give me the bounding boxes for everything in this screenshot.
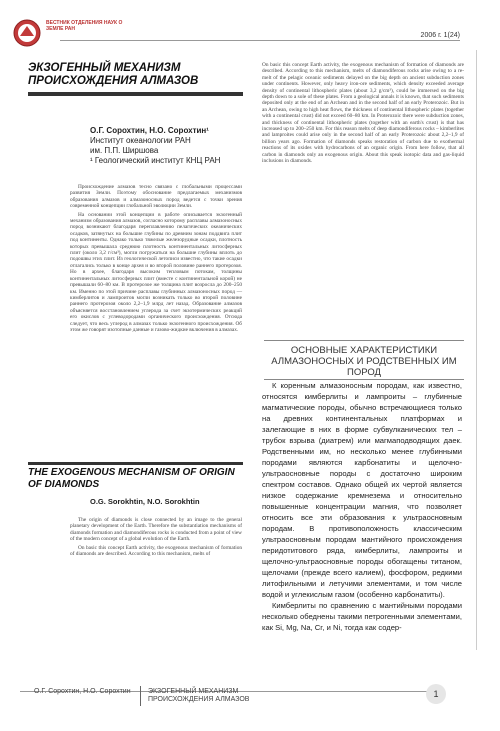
abstract-ru: [70, 184, 242, 335]
abstract-ru-paragraph: На основании этой концепции в работе описывается экзогенный механизм образования алмазов, согласно которому расплавы алмазоносных пород возникают благодаря переплавлению пелагических океанических осадков, затянутых на большие глубины по древним зонам поддвига плит под континенты. Однако только тяжелые железорудные осадки, плотность которых превышала среднюю плотность континентальных литосферных плит (около 3,2 г/см³), могли погружаться на большие глубины вплоть до подошвы этих плит. Из геологической летописи известно, что такие осадки отлагались только в конце архея и во второй половине раннего протерозоя. Но в архее, благодаря высоким тепловым потокам, толщины континентальных литосферных плит (вместе с континентальной корой) не превышали 60–80 км. В протерозое же толщина плит возросла до 200–250 км. Именно по этой причине расплавы глубинных алмазоносных пород — кимберлитов и лампроитов могли возникать только во второй половине раннего протерозоя около 2,2–1,9 млрд лет назад. Образование алмазов объясняется восстановлением углерода за счет экзотермических реакций его окислов с углеводородами органического происхождения. Отсюда следует, что весь углерод в алмазах только экзогенного происхождения. Об этом же говорят изотопные данные и газово-жидкие включения в алмазах.: [70, 211, 242, 333]
journal-name: ВЕСТНИК ОТДЕЛЕНИЯ НАУК О ЗЕМЛЕ РАН: [46, 20, 123, 32]
page-number: 1: [426, 684, 446, 704]
footer-title-line: ЭКЗОГЕННЫЙ МЕХАНИЗМ: [148, 688, 239, 695]
article-title-en: THE EXOGENOUS MECHANISM OF ORIGIN OF DIAMONDS: [28, 467, 235, 490]
abstract-ru-paragraph: Происхождение алмазов тесно связано с глобальными процессами развития Земли. Поэтому обоснование предлагаемых механизмов образования алмазов и алмазоносных пород ведется с точки зрения современной концепции глобальной эволюции Земли.: [70, 184, 242, 210]
affiliation-1: Институт океанологии РАН: [90, 136, 191, 145]
section-rule-top: [264, 340, 464, 341]
body-paragraph: К коренным алмазоносным породам, как известно, относятся кимберлиты и лампроиты – глубинные магматические породы, обычно встречающиеся только на древних континентальных платформах и залегающие в них в форме субвулканических тел – трубок взрыва (диатрем) или магмаподводящих даек. Родственными им, но несколько менее глубинными породами являются карбонатиты и щелочно-ультраосновные породы с достаточно широким спектром составов. Однако общей их чертой является низкое содержание кремнезема и относительно повышенные концентрации магния, что позволяет относить все эти образования к ультраосновным породам. В противоположность классическим ультраосновным породам мантийного происхождения перидотитового ряда, кимберлиты, лампроиты и щелочно-ультраосновные породы обогащены титаном, щелочами (прежде всего калием), фосфором, редкими литофильными и летучими элементами, и том числе водой и углекислым газом (особенно карбонатиты).: [262, 381, 462, 599]
title-rule-ru: [28, 92, 243, 96]
authors-ru: [90, 126, 220, 166]
authors-en: O.G. Sorokhtin, N.O. Sorokhtin: [90, 497, 200, 506]
title-rule-en: [28, 462, 243, 465]
abstract-en-paragraph: The origin of diamonds is close connected by an image to the general planetary development of the Earth. Therefore the substantiation mechanisms of diamonds formation and diamondiferous rocks is conducted from a point of view of the modern concept of a global evolution of the Earth.: [70, 517, 242, 543]
abstract-en-right: [262, 62, 464, 167]
article-title-ru: ЭКЗОГЕННЫЙ МЕХАНИЗМ ПРОИСХОЖДЕНИЯ АЛМАЗОВ: [28, 62, 199, 87]
journal-logo-icon: [12, 18, 42, 48]
affiliation-2: им. П.П. Ширшова: [90, 146, 159, 155]
abstract-en-left: [70, 517, 242, 559]
affiliation-3: ¹ Геологический институт КНЦ РАН: [90, 156, 221, 165]
footer-separator: [140, 686, 141, 706]
body-paragraph: Кимберлиты по сравнению с мантийными породами несколько обеднены такими петрогенными элементами, как Si, Mg, Na, Cr, и Ni, тогда как содер-: [262, 601, 462, 632]
margin-rule: [476, 50, 477, 650]
abstract-en-continuation: On basic this concept Earth activity, the exogenous mechanism of formation of diamonds are described. According to this mechanism, melts of diamondiferous rocks arise owing to a re-melt of the pelagic oceanic sediments delayed on the big depth on ancient subduction zones under continents. However, only heavy iron-ore sediments, which density exceeded average density of continental lithospheric plates (about 3,2 g/cm³), could be immersed on the big depth down to a sole of these plates. From a geological annals it is known, that such sediments deposited only at the end of an Archean and in the second half of an early Proterozoic. But in an Archean, owing to high heat flows, the thickness of continental lithospheric plates (together with a continental crust) did not exceed 60–80 km. In Proterozoic there were subduction zones, and thickness of continental lithospheric plates (together with an earth's crust) is that has increased up to 200–250 km. For this reason melts of deep diamondiferous rocks – kimberlites and lamproites could arise only in the second half of an early Proterozoic about 2,2–1,9 of billion years ago. Formation of diamonds speaks restoration of carbon due to exothermal reactions of its oxides with hydrocarbons of an organic origin. From here follow, that all carbon in diamonds only an exogenous origin. About this speak isotopic data and gas-liquid inclusions in diamonds.: [262, 62, 464, 165]
footer-authors: О.Г. Сорохтин, Н.О. Сорохтин: [34, 688, 131, 695]
section-title: ОСНОВНЫЕ ХАРАКТЕРИСТИКИ АЛМАЗОНОСНЫХ И РОДСТВЕННЫХ ИМ ПОРОД: [271, 345, 457, 378]
body-text-ru: [262, 380, 462, 633]
abstract-en-paragraph: On basic this concept Earth activity, the exogenous mechanism of formation of diamonds are described. According to this mechanism, melts of: [70, 544, 242, 558]
issue-number: 2006 г. 1(24): [420, 32, 460, 39]
header-rule: [60, 40, 460, 41]
footer-title-line: ПРОИСХОЖДЕНИЯ АЛМАЗОВ: [148, 696, 250, 703]
footer-title: [148, 688, 249, 704]
author-names-ru: О.Г. Сорохтин, Н.О. Сорохтин¹: [90, 126, 209, 135]
